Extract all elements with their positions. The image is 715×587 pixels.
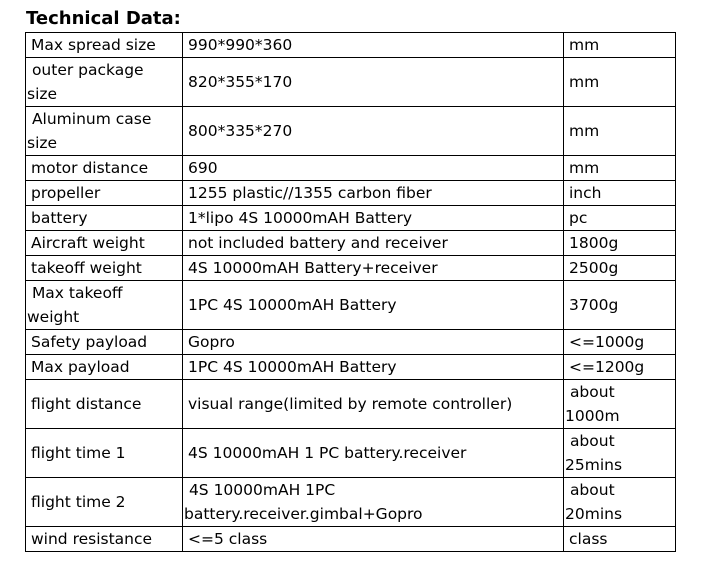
value-cell: visual range(limited by remote controller) <box>183 380 564 429</box>
table-row <box>26 281 676 330</box>
unit-line: about <box>569 432 615 450</box>
table-row <box>26 33 676 58</box>
param-line: outer package <box>31 61 144 79</box>
value-cell: 1PC 4S 10000mAH Battery <box>183 355 564 380</box>
value-cell: 800*335*270 <box>183 107 564 156</box>
unit-cell: class <box>564 527 676 552</box>
section-heading: Technical Data: <box>26 8 181 29</box>
param-line: Max takeoff <box>31 284 123 302</box>
unit-cell <box>564 380 676 429</box>
technical-data-table <box>25 32 676 552</box>
param-cell <box>26 107 183 156</box>
table-row <box>26 330 676 355</box>
param-cell: takeoff weight <box>26 256 183 281</box>
param-line: Aluminum case <box>31 110 152 128</box>
value-cell: <=5 class <box>183 527 564 552</box>
param-cell: wind resistance <box>26 527 183 552</box>
unit-cell: inch <box>564 181 676 206</box>
unit-line: 1000m <box>565 407 620 425</box>
unit-cell: 3700g <box>564 281 676 330</box>
value-cell: 820*355*170 <box>183 58 564 107</box>
value-cell: 690 <box>183 156 564 181</box>
value-cell: 1*lipo 4S 10000mAH Battery <box>183 206 564 231</box>
unit-line: 20mins <box>565 505 623 523</box>
unit-line: about <box>569 481 615 499</box>
param-cell: flight distance <box>26 380 183 429</box>
unit-cell: mm <box>564 58 676 107</box>
value-cell: not included battery and receiver <box>183 231 564 256</box>
unit-cell: 1800g <box>564 231 676 256</box>
value-cell: 4S 10000mAH Battery+receiver <box>183 256 564 281</box>
table-row <box>26 355 676 380</box>
param-cell: flight time 2 <box>26 478 183 527</box>
table-row <box>26 181 676 206</box>
table-row <box>26 58 676 107</box>
param-line: weight <box>27 308 80 326</box>
param-line: size <box>27 85 58 103</box>
unit-cell <box>564 429 676 478</box>
value-cell: 990*990*360 <box>183 33 564 58</box>
param-line: size <box>27 134 58 152</box>
table-row <box>26 156 676 181</box>
table-row <box>26 429 676 478</box>
value-cell <box>183 478 564 527</box>
table-row <box>26 527 676 552</box>
value-cell: 1PC 4S 10000mAH Battery <box>183 281 564 330</box>
param-cell: Safety payload <box>26 330 183 355</box>
unit-cell: 2500g <box>564 256 676 281</box>
unit-cell: pc <box>564 206 676 231</box>
param-cell <box>26 58 183 107</box>
value-line: 4S 10000mAH 1PC <box>188 481 336 499</box>
unit-line: about <box>569 383 615 401</box>
param-cell: flight time 1 <box>26 429 183 478</box>
table-row <box>26 231 676 256</box>
table-row <box>26 380 676 429</box>
value-cell: 4S 10000mAH 1 PC battery.receiver <box>183 429 564 478</box>
unit-cell <box>564 478 676 527</box>
param-cell: propeller <box>26 181 183 206</box>
param-cell: battery <box>26 206 183 231</box>
table-row <box>26 256 676 281</box>
param-cell <box>26 281 183 330</box>
unit-cell: mm <box>564 156 676 181</box>
unit-cell: <=1200g <box>564 355 676 380</box>
param-cell: Max payload <box>26 355 183 380</box>
unit-line: 25mins <box>565 456 623 474</box>
param-cell: motor distance <box>26 156 183 181</box>
value-cell: 1255 plastic//1355 carbon fiber <box>183 181 564 206</box>
param-cell: Aircraft weight <box>26 231 183 256</box>
unit-cell: mm <box>564 33 676 58</box>
table-row <box>26 206 676 231</box>
value-cell: Gopro <box>183 330 564 355</box>
table-row <box>26 478 676 527</box>
table-row <box>26 107 676 156</box>
unit-cell: mm <box>564 107 676 156</box>
unit-cell: <=1000g <box>564 330 676 355</box>
value-line: battery.receiver.gimbal+Gopro <box>184 505 423 523</box>
param-cell: Max spread size <box>26 33 183 58</box>
